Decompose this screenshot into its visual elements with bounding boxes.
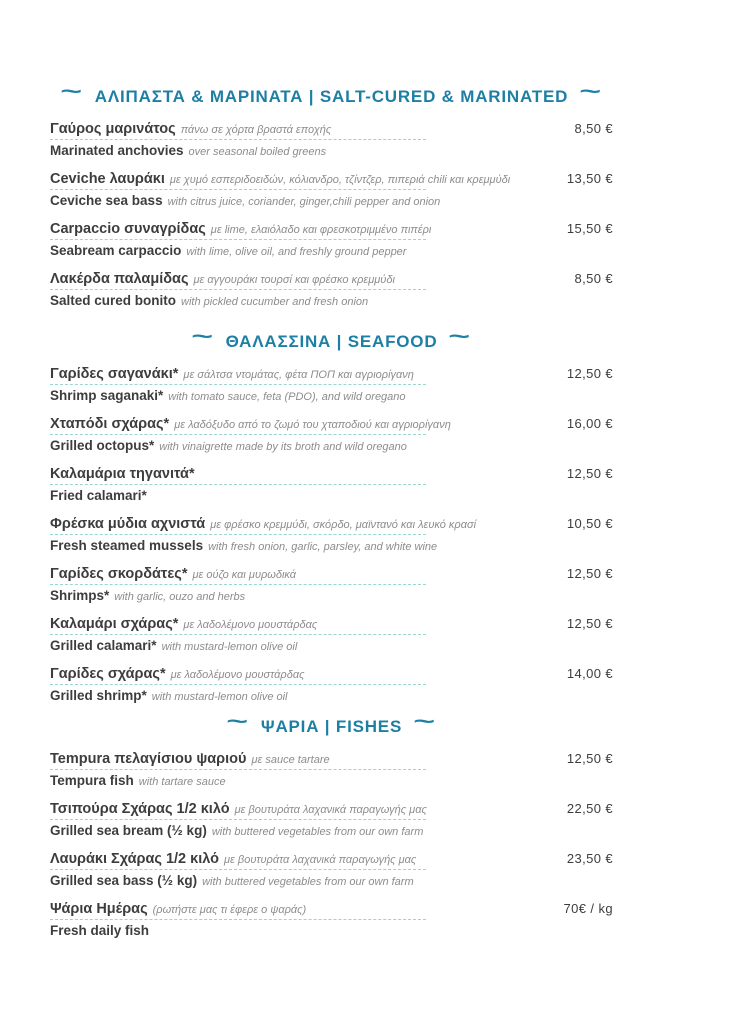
section-header — [50, 709, 613, 738]
item-price: 12,50 € — [566, 366, 613, 381]
item-secondary-row — [50, 872, 613, 891]
item-primary-text — [50, 120, 331, 139]
item-price: 14,00 € — [566, 666, 613, 681]
item-primary-row — [50, 465, 613, 484]
item-price: 16,00 € — [566, 416, 613, 431]
menu-item — [50, 800, 613, 841]
item-desc-greek: πάνω σε χόρτα βραστά εποχής — [180, 124, 332, 136]
item-secondary-row — [50, 242, 613, 261]
item-name-english: Grilled sea bass (½ kg) — [50, 873, 198, 888]
dashed-separator — [50, 584, 426, 585]
item-name-english: Tempura fish — [50, 773, 134, 788]
menu-item — [50, 515, 613, 556]
section-items — [50, 365, 613, 706]
item-price: 13,50 € — [566, 171, 613, 186]
item-primary-text — [50, 465, 200, 484]
menu-item — [50, 465, 613, 506]
item-primary-row — [50, 120, 613, 139]
menu-item — [50, 415, 613, 456]
item-name-english: Shrimps* — [50, 588, 110, 603]
item-primary-text — [50, 850, 416, 869]
item-name-greek: Ψάρια Ημέρας — [50, 901, 148, 917]
dashed-separator — [50, 684, 426, 685]
item-name-greek: Καλαμάρι σχάρας* — [50, 616, 179, 632]
item-secondary-row — [50, 437, 613, 456]
menu-item — [50, 170, 613, 211]
item-desc-greek: με σάλτσα ντομάτας, φέτα ΠΟΠ και αγριορίγανη — [183, 369, 414, 381]
item-primary-row — [50, 170, 613, 189]
item-name-greek: Λαυράκι Σχάρας 1/2 κιλό — [50, 851, 219, 867]
item-secondary-row — [50, 487, 613, 506]
menu-item — [50, 665, 613, 706]
wave-icon: ~ — [191, 324, 215, 349]
dashed-separator — [50, 434, 426, 435]
wave-icon: ~ — [413, 709, 437, 734]
item-desc-english: with pickled cucumber and fresh onion — [181, 296, 369, 308]
dashed-separator — [50, 384, 426, 385]
item-primary-row — [50, 220, 613, 239]
item-primary-row — [50, 515, 613, 534]
wave-icon: ~ — [579, 79, 603, 104]
menu-item — [50, 565, 613, 606]
item-primary-row — [50, 415, 613, 434]
item-price: 8,50 € — [574, 271, 613, 286]
menu-section — [50, 324, 613, 706]
wave-icon: ~ — [448, 324, 472, 349]
item-name-greek: Γαρίδες σαγανάκι* — [50, 366, 179, 382]
wave-icon: ~ — [60, 79, 84, 104]
item-desc-english: with vinaigrette made by its broth and wild oregano — [159, 441, 407, 453]
item-primary-text — [50, 665, 304, 684]
item-primary-row — [50, 365, 613, 384]
item-desc-greek: με βουτυράτα λαχανικά παραγωγής μας — [224, 854, 417, 866]
item-primary-row — [50, 270, 613, 289]
item-desc-english: with garlic, ouzo and herbs — [114, 591, 246, 603]
item-name-greek: Τσιπούρα Σχάρας 1/2 κιλό — [50, 801, 230, 817]
item-name-english: Fried calamari* — [50, 488, 147, 503]
item-secondary-row — [50, 922, 613, 941]
dashed-separator — [50, 534, 426, 535]
menu-item — [50, 615, 613, 656]
item-price: 12,50 € — [566, 466, 613, 481]
item-price: 10,50 € — [566, 516, 613, 531]
item-primary-row — [50, 665, 613, 684]
menu-item — [50, 850, 613, 891]
item-name-greek: Tempura πελαγίσιου ψαριού — [50, 751, 247, 767]
item-secondary-row — [50, 387, 613, 406]
item-price: 12,50 € — [566, 616, 613, 631]
item-name-greek: Γαύρος μαρινάτος — [50, 121, 176, 137]
item-desc-english: with buttered vegetables from our own farm — [202, 876, 414, 888]
item-desc-greek: με sauce tartare — [251, 754, 330, 766]
item-price: 12,50 € — [566, 751, 613, 766]
dashed-separator — [50, 239, 426, 240]
dashed-separator — [50, 769, 426, 770]
dashed-separator — [50, 869, 426, 870]
item-primary-text — [50, 515, 476, 534]
item-desc-greek: με λαδόξυδο από το ζωμό του χταποδιού και αγριορίγανη — [174, 419, 451, 431]
item-desc-english: with tomato sauce, feta (PDO), and wild oregano — [168, 391, 406, 403]
wave-icon: ~ — [226, 709, 250, 734]
item-primary-text — [50, 750, 330, 769]
item-secondary-row — [50, 142, 613, 161]
dashed-separator — [50, 139, 426, 140]
item-primary-text — [50, 900, 306, 919]
item-desc-greek: με λαδολέμονο μουστάρδας — [170, 669, 305, 681]
dashed-separator — [50, 289, 426, 290]
item-desc-greek: με αγγουράκι τουρσί και φρέσκο κρεμμύδι — [193, 274, 395, 286]
item-primary-text — [50, 270, 395, 289]
item-secondary-row — [50, 587, 613, 606]
item-price: 8,50 € — [574, 121, 613, 136]
item-primary-row — [50, 900, 613, 919]
item-name-greek: Γαρίδες σχάρας* — [50, 666, 166, 682]
item-secondary-row — [50, 192, 613, 211]
item-name-english: Grilled sea bream (½ kg) — [50, 823, 207, 838]
item-name-english: Grilled calamari* — [50, 638, 157, 653]
item-price: 70€ / kg — [563, 901, 613, 916]
item-price: 22,50 € — [566, 801, 613, 816]
menu-item — [50, 750, 613, 791]
item-desc-greek: με φρέσκο κρεμμύδι, σκόρδο, μαϊντανό και λευκό κρασί — [210, 519, 477, 531]
item-primary-row — [50, 800, 613, 819]
menu-page — [50, 0, 613, 950]
section-title: ΨΑΡΙΑ | FISHES — [260, 717, 403, 736]
item-primary-text — [50, 170, 510, 189]
item-desc-greek: (ρωτήστε μας τι έφερε ο ψαράς) — [152, 904, 307, 916]
item-primary-row — [50, 565, 613, 584]
item-name-greek: Καλαμάρια τηγανιτά* — [50, 466, 195, 482]
item-name-greek: Χταπόδι σχάρας* — [50, 416, 170, 432]
item-desc-greek: με βουτυράτα λαχανικά παραγωγής μας — [234, 804, 427, 816]
item-name-greek: Φρέσκα μύδια αχνιστά — [50, 516, 206, 532]
menu-item — [50, 220, 613, 261]
item-desc-english: with tartare sauce — [138, 776, 226, 788]
dashed-separator — [50, 189, 426, 190]
dashed-separator — [50, 634, 426, 635]
section-title: ΑΛΙΠΑΣΤΑ & ΜΑΡΙΝΑΤΑ | SALT-CURED & MARINATED — [94, 87, 569, 106]
item-name-english: Marinated anchovies — [50, 143, 184, 158]
item-desc-english: with mustard-lemon olive oil — [161, 641, 298, 653]
item-name-english: Salted cured bonito — [50, 293, 177, 308]
item-price: 23,50 € — [566, 851, 613, 866]
item-price: 15,50 € — [566, 221, 613, 236]
item-name-greek: Ceviche λαυράκι — [50, 171, 165, 187]
item-desc-english: with buttered vegetables from our own farm — [211, 826, 424, 838]
item-primary-text — [50, 365, 414, 384]
menu-item — [50, 900, 613, 941]
item-secondary-row — [50, 772, 613, 791]
item-primary-text — [50, 565, 296, 584]
dashed-separator — [50, 819, 426, 820]
item-primary-row — [50, 850, 613, 869]
section-header — [50, 79, 613, 108]
item-secondary-row — [50, 537, 613, 556]
menu-item — [50, 270, 613, 311]
item-name-english: Fresh daily fish — [50, 923, 150, 938]
menu-section — [50, 709, 613, 941]
menu-item — [50, 365, 613, 406]
item-secondary-row — [50, 292, 613, 311]
item-desc-english: with lime, olive oil, and freshly ground pepper — [186, 246, 407, 258]
item-name-greek: Carpaccio συναγρίδας — [50, 221, 206, 237]
item-primary-text — [50, 415, 451, 434]
section-header — [50, 324, 613, 353]
item-name-greek: Λακέρδα παλαμίδας — [50, 271, 189, 287]
menu-section — [50, 79, 613, 311]
item-primary-text — [50, 220, 431, 239]
item-name-english: Ceviche sea bass — [50, 193, 163, 208]
item-primary-row — [50, 615, 613, 634]
item-secondary-row — [50, 637, 613, 656]
item-desc-greek: με χυμό εσπεριδοειδών, κόλιανδρο, τζίντζερ, πιπεριά chili και κρεμμύδι — [169, 174, 511, 186]
dashed-separator — [50, 919, 426, 920]
item-desc-english: with mustard-lemon olive oil — [151, 691, 288, 703]
item-desc-english: with citrus juice, coriander, ginger,chili pepper and onion — [167, 196, 441, 208]
section-items — [50, 120, 613, 311]
item-desc-english: over seasonal boiled greens — [188, 146, 327, 158]
item-secondary-row — [50, 822, 613, 841]
item-desc-greek: με lime, ελαιόλαδο και φρεσκοτριμμένο πιπέρι — [210, 224, 432, 236]
item-secondary-row — [50, 687, 613, 706]
item-desc-greek: με λαδολέμονο μουστάρδας — [183, 619, 318, 631]
item-primary-row — [50, 750, 613, 769]
dashed-separator — [50, 484, 426, 485]
item-primary-text — [50, 800, 427, 819]
section-title: ΘΑΛΑΣΣΙΝΑ | SEAFOOD — [225, 332, 438, 351]
item-name-english: Fresh steamed mussels — [50, 538, 204, 553]
item-primary-text — [50, 615, 317, 634]
item-name-english: Shrimp saganaki* — [50, 388, 164, 403]
item-desc-greek: με ούζο και μυρωδικά — [192, 569, 297, 581]
item-desc-english: with fresh onion, garlic, parsley, and white wine — [208, 541, 438, 553]
item-name-english: Grilled shrimp* — [50, 688, 147, 703]
item-name-english: Seabream carpaccio — [50, 243, 182, 258]
item-name-english: Grilled octopus* — [50, 438, 155, 453]
section-items — [50, 750, 613, 941]
item-price: 12,50 € — [566, 566, 613, 581]
menu-item — [50, 120, 613, 161]
item-name-greek: Γαρίδες σκορδάτες* — [50, 566, 188, 582]
